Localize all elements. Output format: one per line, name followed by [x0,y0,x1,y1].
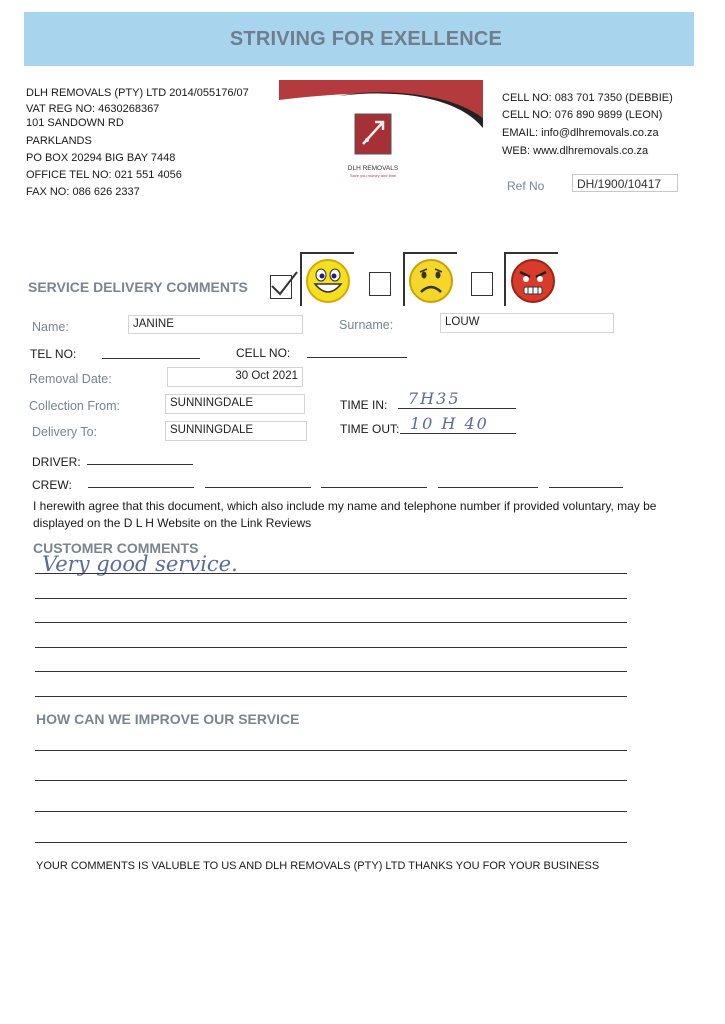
comment-line-6 [35,696,627,697]
page-title: STRIVING FOR EXELLENCE [229,28,503,50]
time-out-field[interactable]: 10 H 40 [410,414,489,433]
crew-field-5[interactable] [549,487,623,488]
agreement-text: I herewith agree that this document, which also include my name and telephone number if provided voluntary, may be displayed on the D L H Website on the Link Reviews [33,499,657,530]
crew-label: CREW: [32,478,72,492]
removal-date-label: Removal Date: [29,372,112,386]
cell-field[interactable] [307,357,407,358]
company-logo [279,78,483,186]
cell-debbie: CELL NO: 083 701 7350 (DEBBIE) [502,92,673,104]
angry-face-icon [510,258,556,309]
removal-date-field[interactable]: 30 Oct 2021 [167,367,303,387]
time-in-field[interactable]: 7H35 [408,389,461,408]
logo-text: DLH REMOVALS [347,165,399,172]
crew-field-2[interactable] [205,487,311,488]
street-address: 101 SANDOWN RD [26,117,124,129]
vat-reg: VAT REG NO: 4630268367 [26,103,160,115]
time-out-label: TIME OUT: [340,422,400,436]
improve-line-4 [35,842,627,843]
neutral-checkbox[interactable] [369,272,391,296]
cell-label: CELL NO: [236,346,291,360]
name-field[interactable]: JANINE [128,315,303,334]
tel-label: TEL NO: [30,347,77,361]
sad-face-icon [408,258,454,309]
crew-field-3[interactable] [321,487,427,488]
website[interactable]: WEB: www.dlhremovals.co.za [502,145,649,157]
cell-leon: CELL NO: 076 890 9899 (LEON) [502,109,663,121]
ref-field[interactable]: DH/1900/10417 [572,174,678,192]
po-box: PO BOX 20294 BIG BAY 7448 [26,152,176,164]
happy-checkbox[interactable] [270,275,292,299]
comment-line-2 [35,598,627,599]
comment-line-4 [35,647,627,648]
fax-no: FAX NO: 086 626 2337 [26,186,140,198]
improve-title: HOW CAN WE IMPROVE OUR SERVICE [36,711,300,727]
surname-field[interactable]: LOUW [440,313,614,333]
footer-text: YOUR COMMENTS IS VALUBLE TO US AND DLH REMOVALS (PTY) LTD THANKS YOU FOR YOUR BUSINESS [36,860,600,872]
suburb: PARKLANDS [26,135,92,147]
ref-label: Ref No [507,179,545,193]
service-delivery-title: SERVICE DELIVERY COMMENTS [28,279,248,295]
driver-label: DRIVER: [32,455,81,469]
customer-comment-text[interactable]: Very good service. [42,552,238,576]
time-out-line [400,433,516,434]
office-tel: OFFICE TEL NO: 021 551 4056 [26,169,182,181]
tel-field[interactable] [102,358,200,359]
logo-tagline: Save you money and time [349,173,397,178]
time-in-label: TIME IN: [340,398,388,412]
improve-line-3 [35,811,627,812]
delivery-label: Delivery To: [32,425,98,439]
comment-line-3 [35,622,627,623]
improve-line-1 [35,750,627,751]
collection-field[interactable]: SUNNINGDALE [165,394,305,414]
collection-label: Collection From: [29,399,120,413]
company-reg: DLH REMOVALS (PTY) LTD 2014/055176/07 [26,87,249,99]
comment-line-1 [35,573,627,574]
check-mark-icon [269,270,299,296]
delivery-field[interactable]: SUNNINGDALE [165,421,307,441]
crew-field-4[interactable] [438,487,538,488]
improve-line-2 [35,780,627,781]
crew-field-1[interactable] [88,487,194,488]
customer-comments-title: CUSTOMER COMMENTS [33,540,199,556]
comment-line-5 [35,671,627,672]
driver-field[interactable] [87,464,193,465]
surname-label: Surname: [339,318,394,332]
time-in-line [398,408,516,409]
happy-face-icon [305,258,351,309]
name-label: Name: [32,320,69,334]
unhappy-checkbox[interactable] [471,272,493,296]
email[interactable]: EMAIL: info@dlhremovals.co.za [502,127,659,139]
